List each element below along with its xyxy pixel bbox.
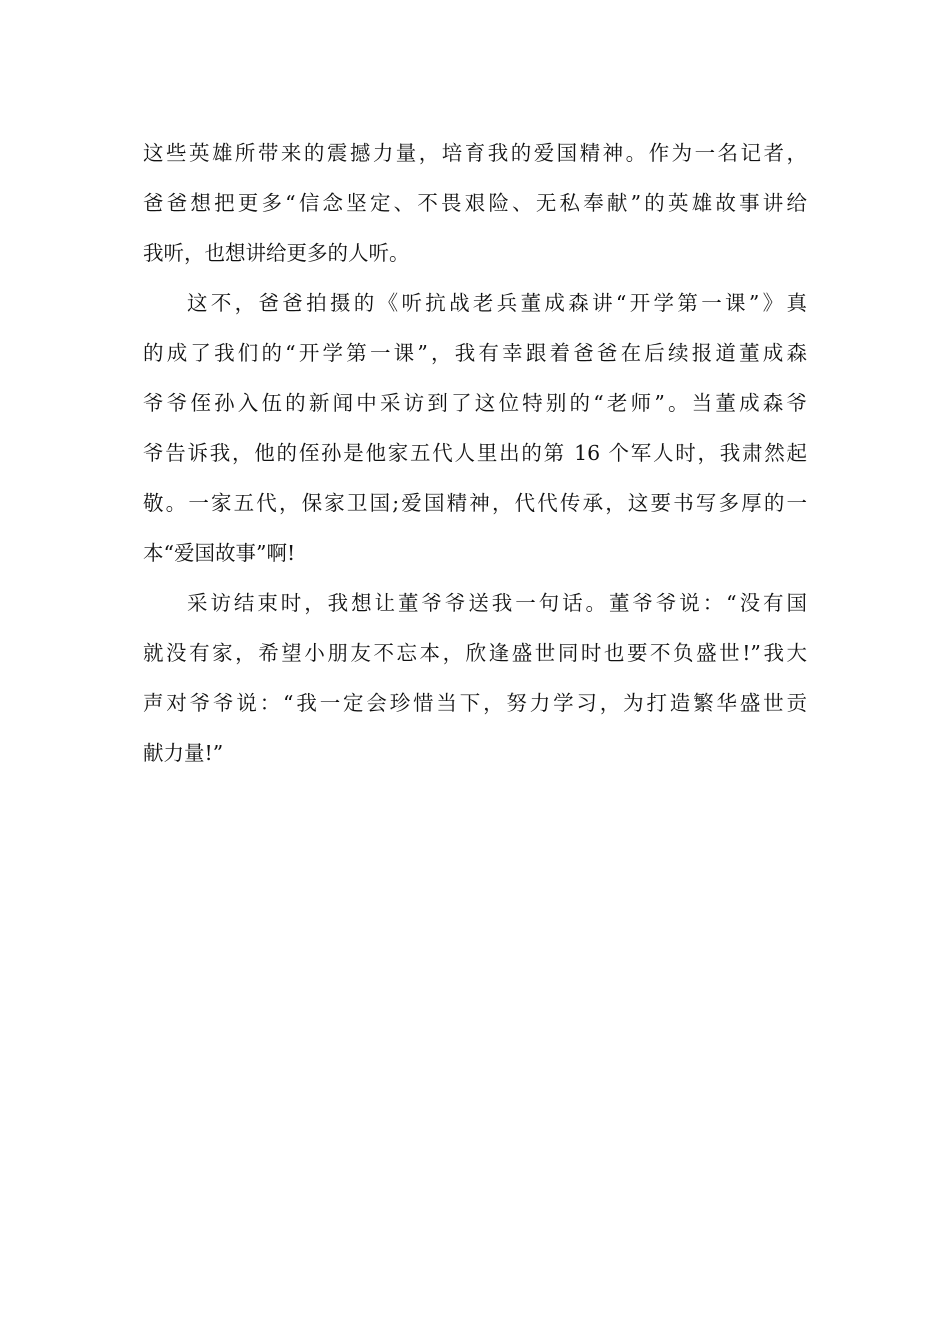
text-line: 就没有家，希望小朋友不忘本，欣逢盛世同时也要不负盛世!”我大 — [143, 641, 807, 665]
paragraph-start-line: 采访结束时，我想让董爷爷送我一句话。董爷爷说：“没有国 — [187, 591, 807, 615]
text-line: 爷告诉我，他的侄孙是他家五代人里出的第 16 个军人时，我肃然起 — [143, 441, 807, 465]
text-line: 声对爷爷说：“我一定会珍惜当下，努力学习，为打造繁华盛世贡 — [143, 691, 807, 715]
text-line: 爷爷侄孙入伍的新闻中采访到了这位特别的“老师”。当董成森爷 — [143, 391, 807, 415]
text-line: 本“爱国故事”啊! — [143, 541, 296, 565]
text-line: 献力量!” — [143, 741, 224, 765]
text-line: 的成了我们的“开学第一课”，我有幸跟着爸爸在后续报道董成森 — [143, 341, 807, 365]
text-line: 这些英雄所带来的震撼力量，培育我的爱国精神。作为一名记者， — [143, 141, 807, 165]
body-text — [143, 128, 807, 778]
paragraph-start-line: 这不，爸爸拍摄的《听抗战老兵董成森讲“开学第一课”》真 — [187, 291, 807, 315]
text-line: 我听，也想讲给更多的人听。 — [143, 241, 410, 265]
text-line: 爸爸想把更多“信念坚定、不畏艰险、无私奉献”的英雄故事讲给 — [143, 191, 807, 215]
text-line: 敬。一家五代，保家卫国;爱国精神，代代传承，这要书写多厚的一 — [143, 491, 807, 515]
